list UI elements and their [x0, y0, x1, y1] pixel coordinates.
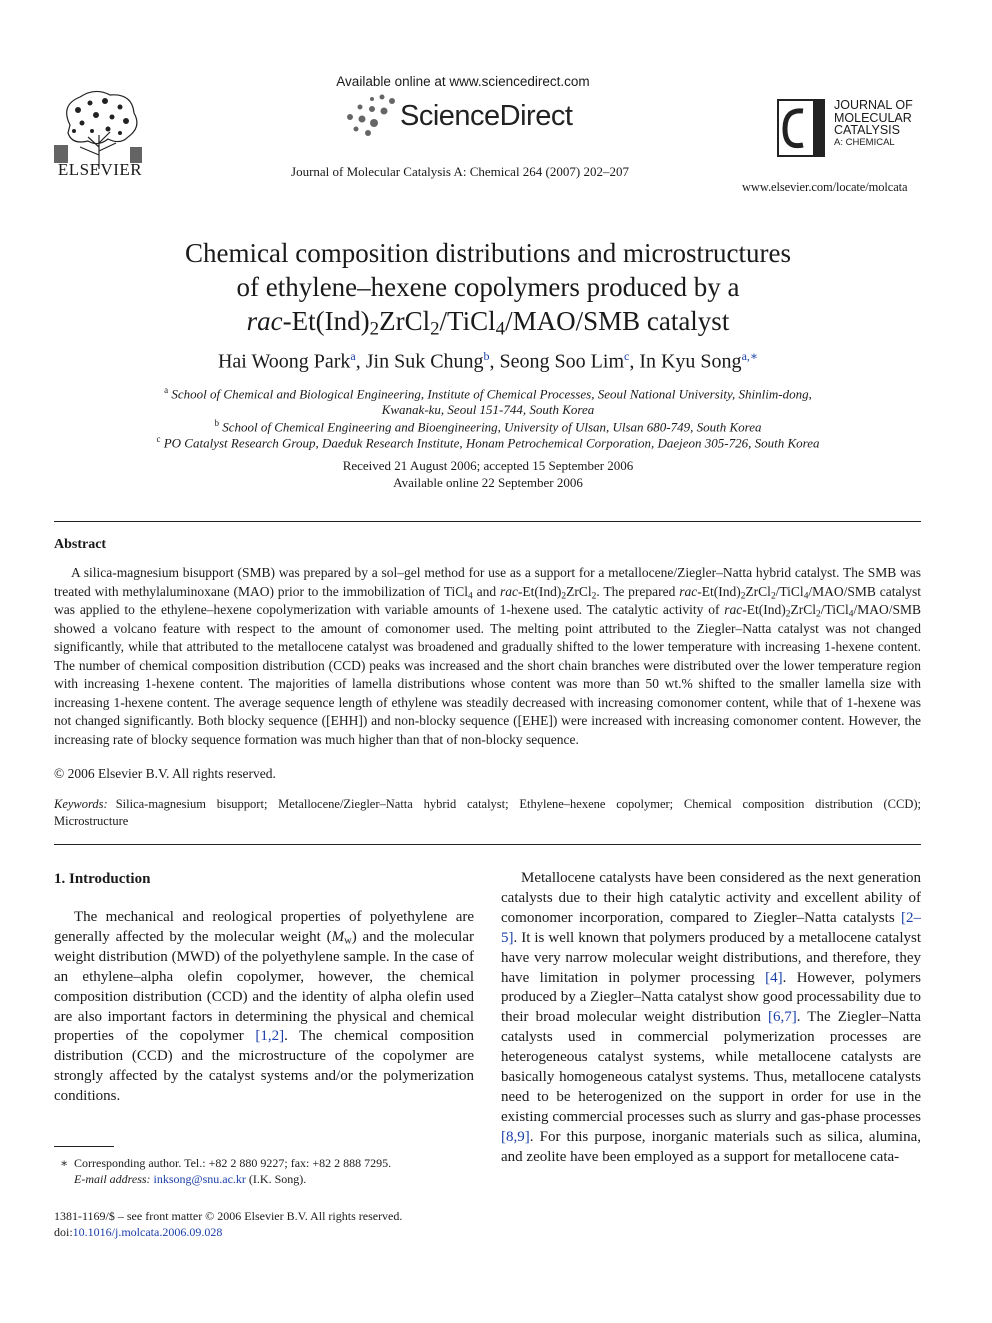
citation-link[interactable]: [6,7]: [768, 1009, 797, 1026]
affiliation-a: $^a$ School of Chemical and Biological Engineering, Institute of Chemical Processes, Seoul National University, Shinlim-dong,: [164, 385, 812, 402]
body-column-left: The mechanical and reological properties of polyethylene are generally affected by the molecular weight $(M_w)$ and the molecular weight distribution (MWD) of the polyethylene sample. In the case of an ethylene–alpha olefin copolymer, however, the chemical composition distribution (CCD) and the identity of alpha olefin used are also important factors in determining the physical and chemical properties of the copolymer [1,2]. The chemical composition distribution (CCD) and the microstructure of the copolymer are strongly affected by the catalyst systems and/or the polymerization conditions.: [54, 909, 475, 1105]
doi-link[interactable]: 10.1016/j.molcata.2006.09.028: [72, 1225, 223, 1239]
keywords: [54, 796, 921, 830]
author-name: Jin Suk Chung: [365, 350, 484, 373]
abstract-heading: Abstract: [54, 537, 107, 552]
author-affil-link[interactable]: b: [483, 349, 490, 363]
article-title: Chemical composition distributions and microstructures of ethylene–hexene copolymers produced by a rac-$Et(Ind)_2ZrCl_2/TiCl_4/MAO$/SMB catalyst: [185, 238, 791, 340]
available-online-text: Available online at www.sciencedirect.com: [336, 74, 590, 89]
affiliation-c: $^c$ PO Catalyst Research Group, Daeduk Research Institute, Honam Petrochemical Corporation, Daejeon 305-726, South Korea: [156, 434, 820, 451]
author-list: Hai Woong Park$^a$, Jin Suk Chung$^b$, Seong Soo Lim$^c$, In Kyu Song$^{a,∗}$: [217, 349, 759, 373]
journal-logo-icon: [777, 99, 825, 157]
footnote-divider: [54, 1146, 114, 1147]
keywords-list: Silica-magnesium bisupport; Metallocene/Ziegler–Natta hybrid catalyst; Ethylene–hexene copolymer; Chemical composition distribution (CCD); Microstructure: [54, 797, 921, 828]
sciencedirect-wordmark: ScienceDirect: [400, 100, 573, 132]
author-affil-link[interactable]: a: [350, 349, 356, 363]
author-name: In Kyu Song: [639, 350, 742, 373]
citation-link[interactable]: [2–5]: [501, 909, 921, 946]
journal-logo-text: JOURNAL OF MOLECULAR CATALYSIS A: CHEMICAL: [834, 98, 913, 148]
divider-bottom: [54, 844, 921, 845]
affiliation-b: $^b$ School of Chemical Engineering and Bioengineering, University of Ulsan, Ulsan 680-749, South Korea: [214, 418, 762, 435]
publisher-name: ELSEVIER: [57, 160, 143, 179]
abstract-copyright: © 2006 Elsevier B.V. All rights reserved.: [54, 766, 276, 781]
citation-link[interactable]: [4]: [765, 969, 783, 986]
journal-citation: Journal of Molecular Catalysis A: Chemical 264 (2007) 202–207: [291, 164, 629, 179]
section-heading: 1. Introduction: [54, 871, 151, 887]
email-link[interactable]: inksong@snu.ac.kr: [153, 1172, 246, 1186]
author-affil-link[interactable]: c: [624, 349, 630, 363]
author-affil-link[interactable]: a,∗: [741, 349, 759, 363]
journal-url-link[interactable]: www.elsevier.com/locate/molcata: [742, 180, 908, 194]
article-dates: Received 21 August 2006; accepted 15 September 2006 Available online 22 September 2006: [342, 458, 634, 490]
author-name: Hai Woong Park: [217, 350, 351, 373]
body-column-right: Metallocene catalysts have been considered as the next generation catalysts due to their high catalytic activity and excellent ability of comonomer incorporation, compared to Ziegler–Natta catalysts [2–5]. It is well known that polymers produced by a metallocene catalyst have very narrow molecular weight distributions, and therefore, they have limitation in polymer processing [4]. However, polymers produced by a Ziegler–Natta catalyst show good processability due to their broad molecular weight distribution [6,7]. The Ziegler–Natta catalysts used in commercial polymerization processes are heterogeneous catalyst systems, while metallocene catalysts are basically homogeneous catalyst systems. Thus, metallocene catalysts need to be heterogenized on the support in order for use in the existing commercial processes such as slurry and gas-phase processes [8,9]. For this purpose, inorganic materials such as silica, alumina, and zeolite have been employed as a support for metallocene cata-: [501, 870, 921, 1165]
abstract-body: A silica-magnesium bisupport (SMB) was prepared by a sol–gel method for use as a support for a metallocene/Ziegler–Natta hybrid catalyst. The SMB was treated with methylaluminoxane (MAO) prior to the immobilization of TiCl$_4$ and rac-$Et(Ind)_2ZrCl_2$. The prepared rac-$Et(Ind)_2ZrCl_2/TiCl_4/MAO$/SMB catalyst was applied to the ethylene–hexene copolymerization with variable amounts of 1-hexene used. The catalytic activity of rac-$Et(Ind)_2ZrCl_2/TiCl_4/MAO$/SMB showed a volcano feature with respect to the amount of comonomer used. The melting point attributed to the Ziegler–Natta catalyst was not changed significantly, while that attributed to the metallocene catalyst was broadened and gradually shifted to the lower temperature with increasing 1-hexene content. The number of chemical composition distribution (CCD) peaks was increased and the short chain branches were distributed over the lower temperature region with increasing 1-hexene content. The majorities of lamella distributions whose content was more than 50 wt.% shifted to the smaller lamella size with increasing 1-hexene content. The average sequence length of ethylene was steadily decreased with increasing comonomer content, while that of 1-hexene was not changed significantly. Both blocky sequence ([EHH]) and non-blocky sequence ([EHE]) were increased with increasing comonomer content. However, the increasing rate of blocky sequence formation was much higher than that of non-blocky sequence.: [54, 565, 921, 747]
divider-top: [54, 521, 921, 522]
keywords-label: Keywords:: [54, 797, 108, 811]
front-matter: 1381-1169/$ – see front matter © 2006 Elsevier B.V. All rights reserved. doi:10.1016/j.molcata.2006.09.028: [54, 1209, 403, 1239]
author-name: Seong Soo Lim: [499, 350, 624, 373]
corresponding-author-footnote: ∗ Corresponding author. Tel.: +82 2 880 9227; fax: +82 2 888 7295. E-mail address: inksong@snu.ac.kr (I.K. Song).: [60, 1156, 392, 1186]
citation-link[interactable]: [1,2]: [255, 1028, 285, 1045]
affiliation-a-cont: Kwanak-ku, Seoul 151-744, South Korea: [381, 402, 595, 417]
citation-link[interactable]: [8,9]: [501, 1128, 530, 1145]
